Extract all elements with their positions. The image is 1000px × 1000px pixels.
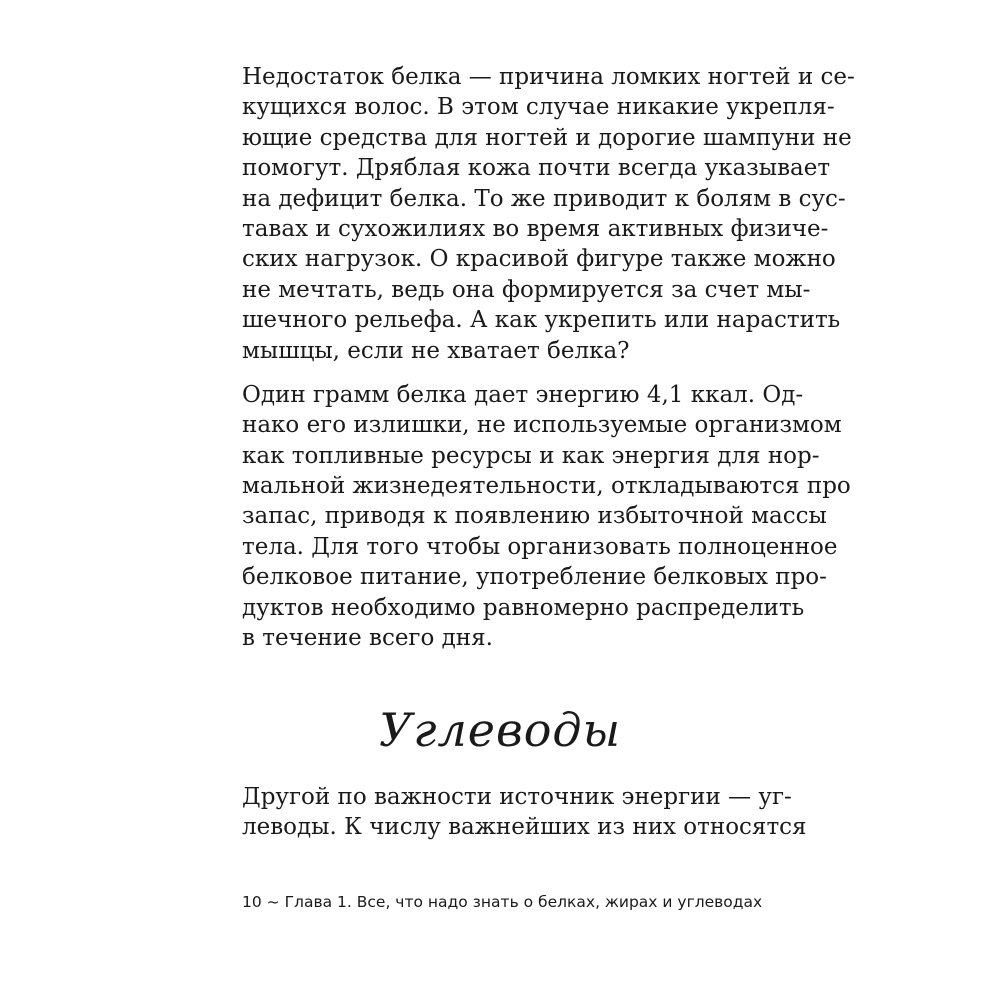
text-line: Один грамм белка дает энергию 4,1 ккал. Од-: [242, 381, 804, 408]
text-line: помогут. Дряблая кожа почти всегда указывает: [242, 155, 831, 182]
text-line: ющие средства для ногтей и дорогие шампуни не: [242, 124, 852, 151]
chapter-title: Все, что надо знать о белках, жирах и углеводах: [356, 893, 763, 911]
text-line: мышцы, если не хватает белка?: [242, 337, 630, 364]
paragraph-carbohydrates-intro: [242, 782, 807, 843]
text-line: нако его излишки, не используемые организмом: [242, 412, 842, 439]
text-line: тавах и сухожилиях во время активных физиче-: [242, 215, 829, 242]
main-text-column: [242, 62, 855, 653]
text-line: тела. Для того чтобы организовать полноценное: [242, 533, 838, 560]
text-line: в течение всего дня.: [242, 625, 493, 652]
text-line: не мечтать, ведь она формируется за счет мы-: [242, 276, 811, 303]
text-line: мальной жизнедеятельности, откладываются про: [242, 473, 851, 500]
text-line: шечного рельефа. А как укрепить или нарастить: [242, 307, 841, 334]
text-line: дуктов необходимо равномерно распределить: [242, 594, 805, 621]
text-line: ских нагрузок. О красивой фигуре также можно: [242, 246, 836, 273]
footer-separator: ~: [266, 893, 280, 911]
paragraph-protein-energy: [242, 380, 851, 654]
text-line: как топливные ресурсы и как энергия для нор-: [242, 442, 820, 469]
section-heading: Углеводы: [378, 703, 622, 757]
page-footer: [242, 890, 802, 914]
text-line: на дефицит белка. То же приводит к болям в сус-: [242, 185, 846, 212]
page-number: 10: [242, 893, 262, 911]
text-line: запас, приводя к появлению избыточной массы: [242, 503, 827, 530]
text-line: белковое питание, употребление белковых про-: [242, 564, 827, 591]
text-line: Другой по важности источник энергии — уг-: [242, 784, 792, 810]
text-line: леводы. К числу важнейших из них относятся: [242, 814, 807, 841]
paragraph-protein-deficiency: [242, 62, 855, 366]
chapter-label: Глава 1.: [284, 893, 352, 911]
text-line: Недостаток белка — причина ломких ногтей и се-: [242, 64, 855, 90]
text-line: кущихся волос. В этом случае никакие укрепля-: [242, 94, 835, 121]
